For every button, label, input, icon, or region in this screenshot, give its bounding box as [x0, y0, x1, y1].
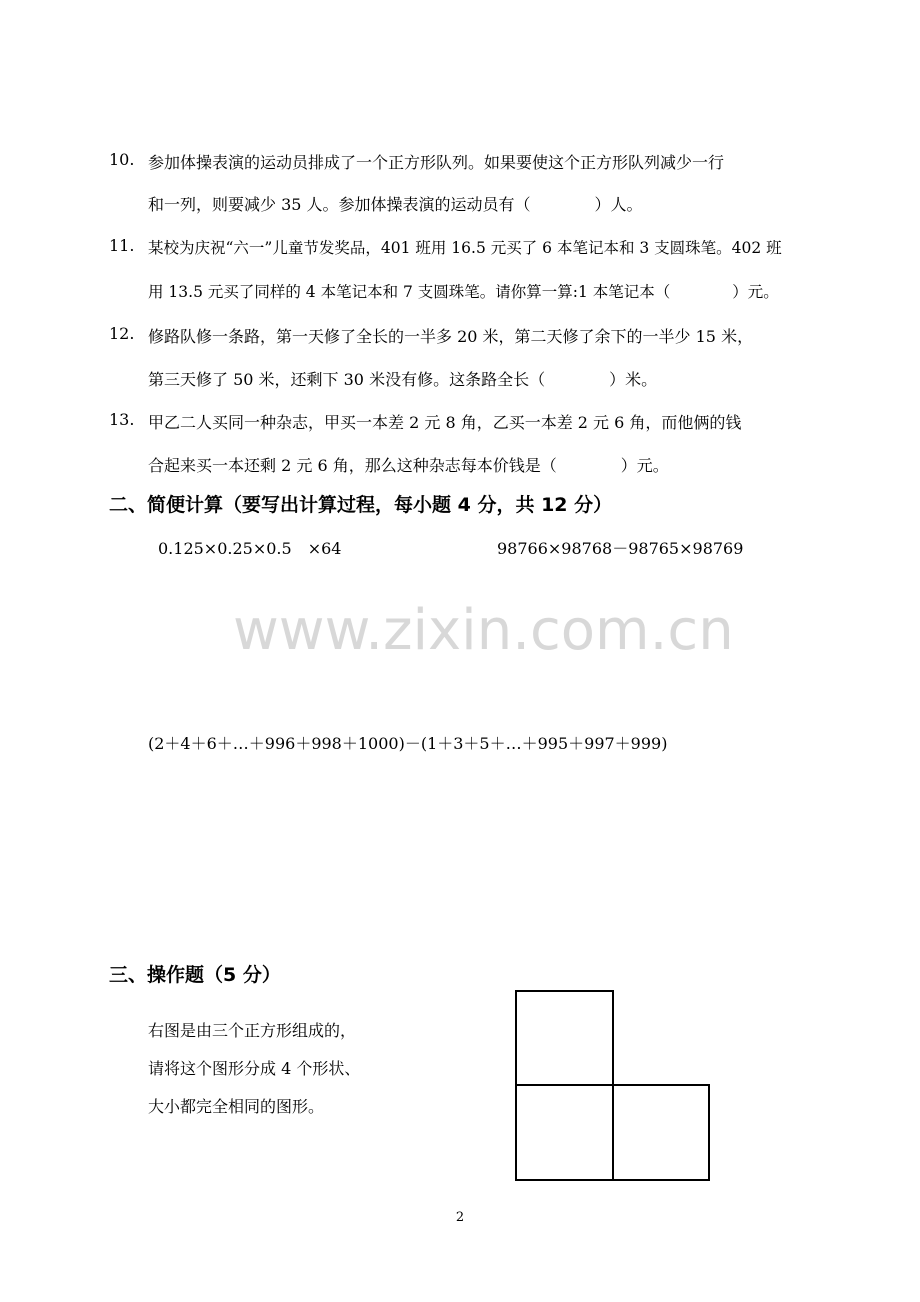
question-10-line-2: 和一列，则要减少 35 人。参加体操表演的运动员有（ ）人。	[148, 195, 643, 214]
question-13-line-1: 甲乙二人买同一种杂志，甲买一本差 2 元 8 角，乙买一本差 2 元 6 角，而他俩的钱	[148, 413, 742, 432]
watermark: www.zixin.com.cn	[233, 598, 734, 663]
square-top	[515, 990, 614, 1086]
question-12-line-1: 修路队修一条路，第一天修了全长的一半多 20 米，第二天修了余下的一半少 15 米，	[148, 327, 754, 346]
question-10-line-1: 参加体操表演的运动员排成了一个正方形队列。如果要使这个正方形队列减少一行	[148, 153, 725, 172]
question-12-number: 12.	[109, 324, 135, 343]
operation-text-line-1: 右图是由三个正方形组成的，	[148, 1021, 357, 1040]
question-11-line-1: 某校为庆祝“六一”儿童节发奖品，401 班用 16.5 元买了 6 本笔记本和 3 支圆珠笔。402 班	[148, 239, 782, 257]
question-13-line-2: 合起来买一本还剩 2 元 6 角，那么这种杂志每本价钱是（ ）元。	[148, 456, 669, 475]
question-11-number: 11.	[109, 236, 135, 255]
section-3-title: 三、操作题（5 分）	[109, 964, 281, 986]
square-bottom-left	[515, 1084, 614, 1181]
calc-expression-2: 98766×98768－98765×98769	[497, 539, 744, 558]
question-10-number: 10.	[109, 150, 135, 169]
question-11-line-2: 用 13.5 元买了同样的 4 本笔记本和 7 支圆珠笔。请你算一算:1 本笔记本（ ）元。	[148, 283, 779, 301]
operation-text-line-3: 大小都完全相同的图形。	[148, 1097, 325, 1116]
question-12-line-2: 第三天修了 50 米，还剩下 30 米没有修。这条路全长（ ）米。	[148, 370, 658, 389]
square-bottom-right	[612, 1084, 710, 1181]
question-13-number: 13.	[109, 410, 135, 429]
section-2-title: 二、简便计算（要写出计算过程，每小题 4 分，共 12 分）	[109, 494, 613, 516]
page-number: 2	[455, 1210, 465, 1225]
operation-text-line-2: 请将这个图形分成 4 个形状、	[148, 1059, 361, 1078]
calc-expression-3: (2＋4＋6＋…＋996＋998＋1000)－(1＋3＋5＋…＋995＋997＋999)	[148, 734, 668, 753]
calc-expression-1: 0.125×0.25×0.5 ×64	[158, 539, 342, 558]
